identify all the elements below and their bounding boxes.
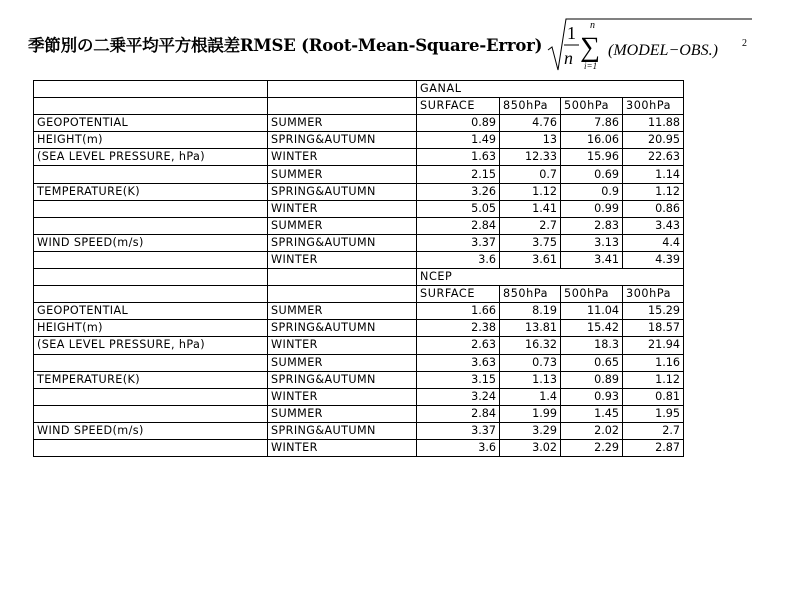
empty-cell bbox=[34, 269, 268, 286]
empty-cell bbox=[34, 81, 268, 98]
rmse-value: 11.04 bbox=[561, 303, 623, 320]
column-header: SURFACE bbox=[417, 286, 500, 303]
section-header-row bbox=[34, 81, 684, 98]
variable-label: GEOPOTENTIAL bbox=[34, 303, 268, 320]
variable-label: TEMPERATURE(K) bbox=[34, 371, 268, 388]
season-label: WINTER bbox=[268, 149, 417, 166]
column-header-row bbox=[34, 286, 684, 303]
rmse-value: 0.99 bbox=[561, 200, 623, 217]
rmse-value: 0.93 bbox=[561, 388, 623, 405]
season-label: SPRING&AUTUMN bbox=[268, 371, 417, 388]
rmse-value: 3.6 bbox=[417, 439, 500, 456]
rmse-value: 15.29 bbox=[623, 303, 684, 320]
rmse-table-body bbox=[34, 81, 684, 457]
rmse-value: 3.41 bbox=[561, 251, 623, 268]
rmse-value: 21.94 bbox=[623, 337, 684, 354]
rmse-table bbox=[33, 80, 684, 457]
variable-label: WIND SPEED(m/s) bbox=[34, 234, 268, 251]
table-row bbox=[34, 439, 684, 456]
rmse-value: 0.89 bbox=[417, 115, 500, 132]
rmse-value: 3.24 bbox=[417, 388, 500, 405]
rmse-value: 2.7 bbox=[500, 217, 561, 234]
table-row bbox=[34, 217, 684, 234]
table-row bbox=[34, 166, 684, 183]
formula-denominator: n bbox=[564, 48, 574, 68]
column-header-row bbox=[34, 98, 684, 115]
rmse-value: 15.96 bbox=[561, 149, 623, 166]
variable-label bbox=[34, 405, 268, 422]
rmse-value: 18.57 bbox=[623, 320, 684, 337]
rmse-value: 0.89 bbox=[561, 371, 623, 388]
rmse-value: 3.02 bbox=[500, 439, 561, 456]
variable-label: (SEA LEVEL PRESSURE, hPa) bbox=[34, 337, 268, 354]
season-label: WINTER bbox=[268, 439, 417, 456]
section-name: NCEP bbox=[417, 269, 684, 286]
rmse-value: 1.49 bbox=[417, 132, 500, 149]
empty-cell bbox=[34, 286, 268, 303]
title-row bbox=[28, 14, 754, 74]
rmse-value: 1.14 bbox=[623, 166, 684, 183]
rmse-value: 3.26 bbox=[417, 183, 500, 200]
rmse-value: 7.86 bbox=[561, 115, 623, 132]
empty-cell bbox=[268, 269, 417, 286]
column-header: 300hPa bbox=[623, 286, 684, 303]
variable-label bbox=[34, 251, 268, 268]
rmse-value: 13.81 bbox=[500, 320, 561, 337]
season-label: SUMMER bbox=[268, 303, 417, 320]
rmse-value: 4.39 bbox=[623, 251, 684, 268]
rmse-value: 12.33 bbox=[500, 149, 561, 166]
formula-numerator: 1 bbox=[567, 23, 577, 43]
rmse-value: 1.12 bbox=[623, 183, 684, 200]
rmse-value: 0.81 bbox=[623, 388, 684, 405]
page-title: 季節別の二乗平均平方根誤差RMSE (Root-Mean-Square-Error) bbox=[28, 36, 543, 55]
rmse-value: 2.84 bbox=[417, 405, 500, 422]
table-row bbox=[34, 115, 684, 132]
rmse-value: 3.61 bbox=[500, 251, 561, 268]
table-row bbox=[34, 371, 684, 388]
rmse-value: 1.45 bbox=[561, 405, 623, 422]
season-label: SUMMER bbox=[268, 166, 417, 183]
season-label: WINTER bbox=[268, 200, 417, 217]
variable-label bbox=[34, 354, 268, 371]
table-row bbox=[34, 405, 684, 422]
table-row bbox=[34, 234, 684, 251]
empty-cell bbox=[268, 98, 417, 115]
empty-cell bbox=[34, 98, 268, 115]
variable-label: WIND SPEED(m/s) bbox=[34, 422, 268, 439]
rmse-value: 3.63 bbox=[417, 354, 500, 371]
table-row bbox=[34, 422, 684, 439]
season-label: WINTER bbox=[268, 337, 417, 354]
table-row bbox=[34, 388, 684, 405]
season-label: SUMMER bbox=[268, 115, 417, 132]
table-row bbox=[34, 149, 684, 166]
rmse-value: 2.84 bbox=[417, 217, 500, 234]
season-label: SUMMER bbox=[268, 354, 417, 371]
rmse-value: 2.29 bbox=[561, 439, 623, 456]
table-row bbox=[34, 354, 684, 371]
variable-label bbox=[34, 200, 268, 217]
rmse-value: 1.95 bbox=[623, 405, 684, 422]
rmse-value: 2.7 bbox=[623, 422, 684, 439]
table-row bbox=[34, 337, 684, 354]
variable-label: TEMPERATURE(K) bbox=[34, 183, 268, 200]
rmse-value: 22.63 bbox=[623, 149, 684, 166]
rmse-value: 4.76 bbox=[500, 115, 561, 132]
rmse-value: 1.12 bbox=[623, 371, 684, 388]
rmse-value: 18.3 bbox=[561, 337, 623, 354]
rmse-value: 3.29 bbox=[500, 422, 561, 439]
rmse-value: 11.88 bbox=[623, 115, 684, 132]
rmse-value: 0.69 bbox=[561, 166, 623, 183]
column-header: 500hPa bbox=[561, 286, 623, 303]
rmse-value: 16.06 bbox=[561, 132, 623, 149]
rmse-value: 16.32 bbox=[500, 337, 561, 354]
season-label: SPRING&AUTUMN bbox=[268, 422, 417, 439]
rmse-value: 15.42 bbox=[561, 320, 623, 337]
table-row bbox=[34, 320, 684, 337]
season-label: SUMMER bbox=[268, 217, 417, 234]
rmse-value: 2.87 bbox=[623, 439, 684, 456]
rmse-value: 3.37 bbox=[417, 234, 500, 251]
rmse-value: 0.9 bbox=[561, 183, 623, 200]
sum-lower-limit: i=1 bbox=[584, 61, 598, 71]
section-name: GANAL bbox=[417, 81, 684, 98]
rmse-value: 3.37 bbox=[417, 422, 500, 439]
rmse-value: 3.15 bbox=[417, 371, 500, 388]
season-label: WINTER bbox=[268, 388, 417, 405]
rmse-formula bbox=[546, 14, 754, 74]
column-header: SURFACE bbox=[417, 98, 500, 115]
column-header: 850hPa bbox=[500, 98, 561, 115]
column-header: 500hPa bbox=[561, 98, 623, 115]
variable-label bbox=[34, 166, 268, 183]
rmse-value: 2.38 bbox=[417, 320, 500, 337]
summation-sign: ∑ bbox=[580, 32, 601, 63]
variable-label: GEOPOTENTIAL bbox=[34, 115, 268, 132]
column-header: 850hPa bbox=[500, 286, 561, 303]
season-label: SPRING&AUTUMN bbox=[268, 234, 417, 251]
rmse-value: 20.95 bbox=[623, 132, 684, 149]
rmse-value: 1.66 bbox=[417, 303, 500, 320]
variable-label: HEIGHT(m) bbox=[34, 320, 268, 337]
variable-label: HEIGHT(m) bbox=[34, 132, 268, 149]
rmse-value: 1.13 bbox=[500, 371, 561, 388]
table-row bbox=[34, 200, 684, 217]
rmse-value: 2.63 bbox=[417, 337, 500, 354]
rmse-value: 5.05 bbox=[417, 200, 500, 217]
rmse-value: 4.4 bbox=[623, 234, 684, 251]
rmse-value: 3.6 bbox=[417, 251, 500, 268]
variable-label bbox=[34, 439, 268, 456]
table-row bbox=[34, 132, 684, 149]
formula-body: (MODEL−OBS.) bbox=[608, 42, 719, 59]
rmse-value: 0.86 bbox=[623, 200, 684, 217]
rmse-value: 0.65 bbox=[561, 354, 623, 371]
season-label: SPRING&AUTUMN bbox=[268, 183, 417, 200]
rmse-value: 1.99 bbox=[500, 405, 561, 422]
rmse-value: 1.41 bbox=[500, 200, 561, 217]
empty-cell bbox=[268, 81, 417, 98]
variable-label bbox=[34, 217, 268, 234]
section-header-row bbox=[34, 269, 684, 286]
rmse-value: 2.83 bbox=[561, 217, 623, 234]
rmse-value: 13 bbox=[500, 132, 561, 149]
rmse-value: 1.12 bbox=[500, 183, 561, 200]
rmse-value: 3.13 bbox=[561, 234, 623, 251]
season-label: WINTER bbox=[268, 251, 417, 268]
rmse-value: 1.63 bbox=[417, 149, 500, 166]
rmse-value: 1.4 bbox=[500, 388, 561, 405]
rmse-value: 3.75 bbox=[500, 234, 561, 251]
formula-exponent: 2 bbox=[742, 38, 748, 49]
rmse-value: 1.16 bbox=[623, 354, 684, 371]
season-label: SPRING&AUTUMN bbox=[268, 320, 417, 337]
variable-label bbox=[34, 388, 268, 405]
season-label: SUMMER bbox=[268, 405, 417, 422]
variable-label: (SEA LEVEL PRESSURE, hPa) bbox=[34, 149, 268, 166]
rmse-value: 2.15 bbox=[417, 166, 500, 183]
season-label: SPRING&AUTUMN bbox=[268, 132, 417, 149]
sum-upper-limit: n bbox=[590, 20, 596, 31]
rmse-value: 3.43 bbox=[623, 217, 684, 234]
table-row bbox=[34, 251, 684, 268]
rmse-value: 0.7 bbox=[500, 166, 561, 183]
column-header: 300hPa bbox=[623, 98, 684, 115]
rmse-value: 2.02 bbox=[561, 422, 623, 439]
table-row bbox=[34, 183, 684, 200]
rmse-value: 0.73 bbox=[500, 354, 561, 371]
rmse-value: 8.19 bbox=[500, 303, 561, 320]
empty-cell bbox=[268, 286, 417, 303]
table-row bbox=[34, 303, 684, 320]
